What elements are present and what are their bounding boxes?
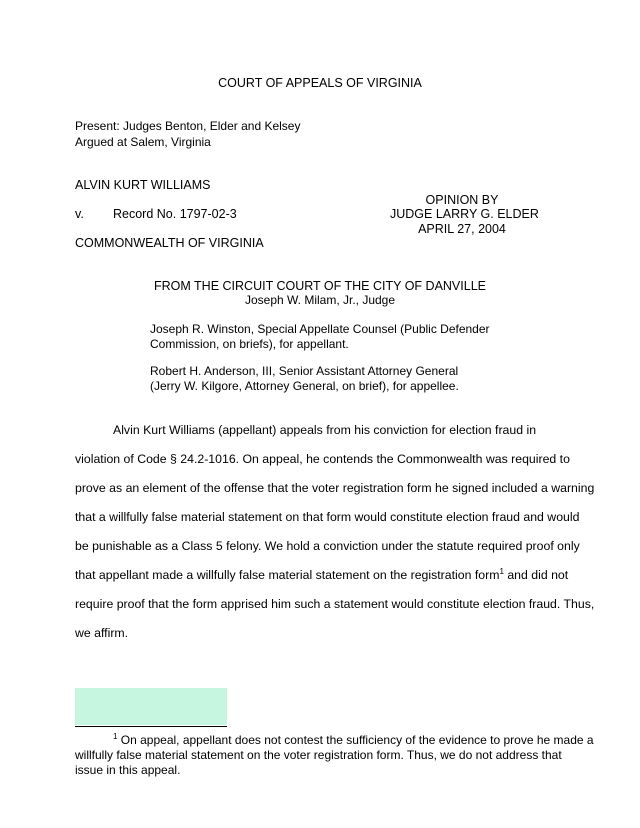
opinion-date: APRIL 27, 2004 bbox=[418, 222, 506, 236]
present-judges: Present: Judges Benton, Elder and Kelsey bbox=[75, 119, 301, 133]
footnote-separator bbox=[75, 726, 227, 727]
opinion-by: OPINION BY bbox=[425, 193, 499, 207]
court-title: COURT OF APPEALS OF VIRGINIA bbox=[218, 76, 422, 90]
body-line-3: prove as an element of the offense that the voter registration form he signed included a warning bbox=[75, 481, 595, 495]
footnote-line-3: issue in this appeal. bbox=[75, 763, 181, 777]
body-line-7: require proof that the form apprised him such a statement would constitute election fraud. Thus, bbox=[75, 597, 595, 611]
body-line-6 bbox=[75, 567, 568, 583]
body-line-8: we affirm. bbox=[75, 626, 129, 640]
appellant-counsel-line2: Commission, on briefs), for appellant. bbox=[150, 337, 349, 351]
appellee-counsel-line1: Robert H. Anderson, III, Senior Assistant Attorney General bbox=[150, 364, 459, 378]
versus: v. bbox=[75, 207, 84, 221]
footnote-number: 1 bbox=[113, 732, 118, 741]
highlight-box bbox=[75, 688, 227, 725]
appellee-name: COMMONWEALTH OF VIRGINIA bbox=[75, 236, 264, 250]
footnote-line-2: willfully false material statement on the voter registration form. Thus, we do not address that bbox=[75, 748, 562, 762]
footnote-reference[interactable]: 1 bbox=[499, 566, 504, 576]
opinion-judge: JUDGE LARRY G. ELDER bbox=[390, 207, 539, 221]
appellant-name: ALVIN KURT WILLIAMS bbox=[75, 178, 211, 192]
body-line-6-start: that appellant made a willfully false material statement on the registration form bbox=[75, 568, 500, 582]
body-line-6-end: and did not bbox=[503, 568, 569, 582]
body-line-5: be punishable as a Class 5 felony. We hold a conviction under the statute required proof only bbox=[75, 539, 580, 553]
footnote-text-1: On appeal, appellant does not contest the sufficiency of the evidence to prove he made a bbox=[117, 733, 594, 747]
appellant-counsel-line1: Joseph R. Winston, Special Appellate Counsel (Public Defender bbox=[150, 322, 490, 336]
argued-location: Argued at Salem, Virginia bbox=[75, 135, 211, 149]
record-number: Record No. 1797-02-3 bbox=[113, 207, 237, 221]
from-court: FROM THE CIRCUIT COURT OF THE CITY OF DANVILLE bbox=[154, 279, 486, 293]
body-line-1: Alvin Kurt Williams (appellant) appeals from his conviction for election fraud in bbox=[113, 423, 537, 437]
footnote-line-1 bbox=[113, 733, 613, 748]
trial-judge: Joseph W. Milam, Jr., Judge bbox=[244, 293, 396, 307]
body-line-2: violation of Code § 24.2-1016. On appeal, he contends the Commonwealth was required to bbox=[75, 452, 570, 466]
appellee-counsel-line2: (Jerry W. Kilgore, Attorney General, on brief), for appellee. bbox=[150, 379, 459, 393]
body-line-4: that a willfully false material statement on that form would constitute election fraud and would bbox=[75, 510, 580, 524]
